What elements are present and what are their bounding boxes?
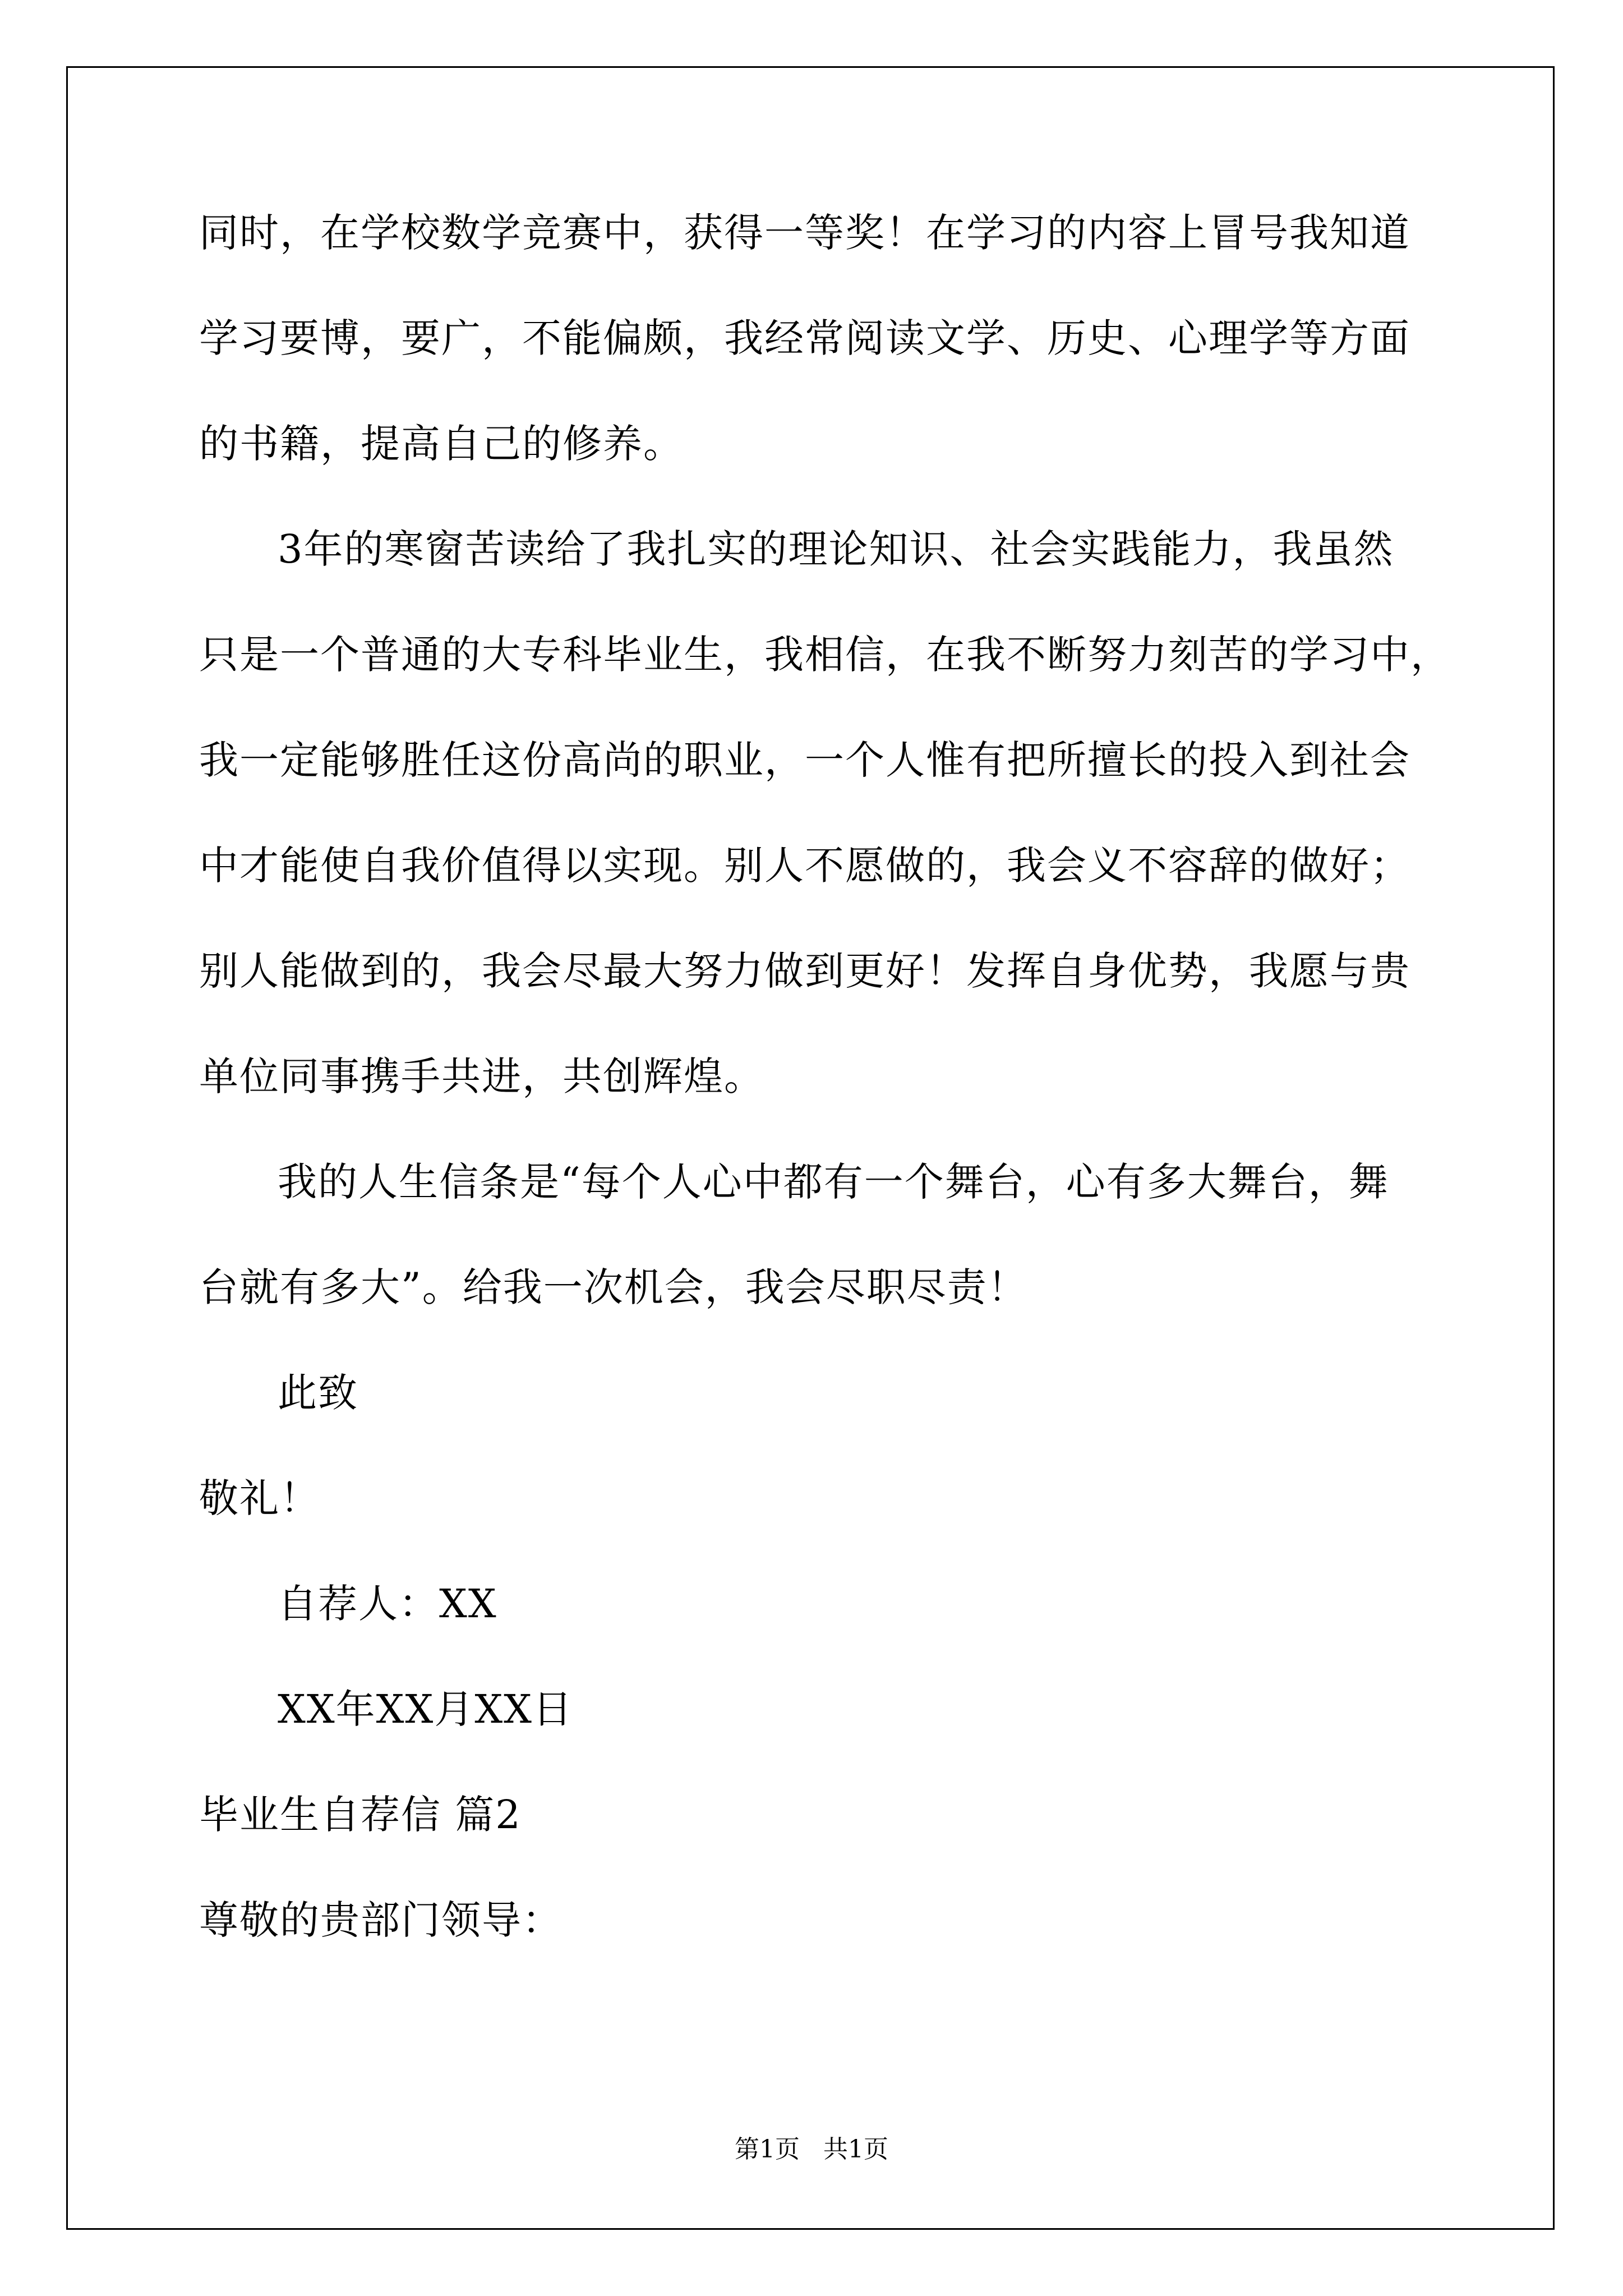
paragraph-line: 同时，在学校数学竞赛中，获得一等奖！在学习的内容上冒号我知道 [199, 210, 1410, 256]
paragraph-line: 只是一个普通的大专科毕业生，我相信，在我不断努力刻苦的学习中， [199, 632, 1451, 678]
date-line: XX年XX月XX日 [278, 1686, 574, 1732]
paragraph-line: 中才能使自我价值得以实现。别人不愿做的，我会义不容辞的做好； [199, 843, 1410, 889]
paragraph-line: 单位同事携手共进，共创辉煌。 [199, 1053, 764, 1099]
page-number-footer: 第1页 共1页 [735, 2135, 888, 2164]
paragraph-line: 别人能做到的，我会尽最大努力做到更好！发挥自身优势，我愿与贵 [199, 948, 1410, 994]
paragraph-line: 学习要博，要广，不能偏颇，我经常阅读文学、历史、心理学等方面 [199, 315, 1410, 361]
closing-regards: 敬礼！ [199, 1475, 320, 1521]
signature-line: 自荐人：XX [278, 1581, 497, 1627]
paragraph-line: 台就有多大”。给我一次机会，我会尽职尽责！ [199, 1264, 1028, 1310]
paragraph-line: 3年的寒窗苦读给了我扎实的理论知识、社会实践能力，我虽然 [278, 526, 1394, 572]
paragraph-line: 我的人生信条是“每个人心中都有一个舞台，心有多大舞台，舞 [278, 1159, 1389, 1205]
greeting-line: 尊敬的贵部门领导： [199, 1897, 562, 1943]
section-heading: 毕业生自荐信 篇2 [199, 1792, 522, 1838]
paragraph-line: 我一定能够胜任这份高尚的职业，一个人惟有把所擅长的投入到社会 [199, 737, 1410, 783]
closing-salutation: 此致 [278, 1370, 358, 1416]
paragraph-line: 的书籍，提高自己的修养。 [199, 421, 684, 467]
